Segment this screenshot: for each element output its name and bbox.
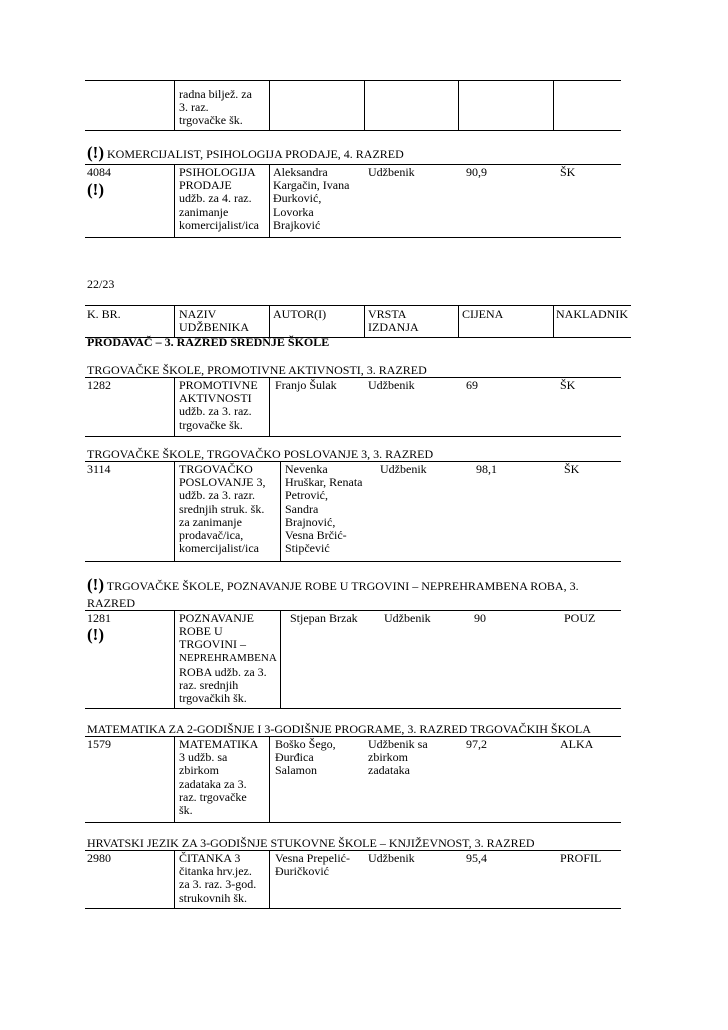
column-header-nakladnik: NAKLADNIK [556, 307, 628, 321]
col-divider [269, 305, 270, 337]
section-heading-hrvatski: HRVATSKI JEZIK ZA 3-GODIŠNJE STUKOVNE ŠKOLE – KNJIŽEVNOST, 3. RAZRED [87, 836, 535, 850]
col-divider [269, 80, 270, 130]
table-cell-naziv: PSIHOLOGIJA PRODAJE udžb. za 4. raz. zanimanje komercijalist/ica [179, 165, 259, 232]
table-cell-cijena: 90,9 [466, 165, 487, 179]
table-cell-vrsta: Udžbenik sa zbirkom zadataka [368, 737, 428, 778]
table-cell-naziv: TRGOVAČKO POSLOVANJE 3, udžb. za 3. razr. srednjih struk. šk. za zanimanje prodavač/ica, komercijalist/ica [179, 462, 266, 556]
table-cell-naziv: ČITANKA 3 čitanka hrv.jez. za 3. raz. 3-god. strukovnih šk. [179, 851, 257, 905]
table-bottom-rule [85, 708, 621, 709]
col-divider [174, 164, 175, 237]
table-cell-nakladnik: ŠK [564, 462, 580, 476]
table-cell-cijena: 98,1 [476, 462, 497, 476]
col-divider [174, 80, 175, 130]
col-divider [458, 80, 459, 130]
table-cell-cijena: 95,4 [466, 851, 487, 865]
column-header-autori: AUTOR(I) [273, 307, 327, 321]
table-cell-kbr: 1579 [87, 737, 111, 751]
column-header-vrsta: VRSTA IZDANJA [368, 307, 419, 335]
table-cell-vrsta: Udžbenik [368, 378, 415, 392]
column-header-cijena: CIJENA [462, 307, 504, 321]
table-bottom-rule [85, 237, 621, 238]
col-divider [269, 850, 270, 908]
table-cell-autori: Vesna Prepelić- Đuričković [275, 851, 350, 879]
table-cell-autori: Aleksandra Kargačin, Ivana Đurković, Lovorka Brajković [273, 165, 350, 232]
table-bottom-rule [85, 561, 621, 562]
table-cell-nakladnik: ŠK [560, 165, 576, 179]
section-heading-text: KOMERCIJALIST, PSIHOLOGIJA PRODAJE, 4. RAZRED [106, 147, 404, 161]
col-divider [280, 461, 281, 561]
table-cell-naziv: PROMOTIVNE AKTIVNOSTI udžb. za 3. raz. trgovačke šk. [179, 378, 258, 432]
table-cell-autori: Franjo Šulak [275, 378, 337, 392]
col-divider [174, 377, 175, 436]
col-divider [364, 305, 365, 337]
col-divider [174, 461, 175, 561]
table-cell-autori: Nevenka Hruškar, Renata Petrović, Sandra Brajnović, Vesna Brčić- Stipčević [285, 462, 363, 556]
table-top-rule [85, 377, 621, 378]
table-cell-autori: Boško Šego, Đurđica Salamon [275, 737, 336, 778]
col-divider [174, 610, 175, 708]
table-cell-naziv: radna bilјež. za 3. raz. trgovačke šk. [179, 87, 252, 128]
column-header-naziv: NAZIV UDŽBENIKA [179, 307, 249, 335]
table-cell-kbr: 2980 [87, 851, 111, 865]
column-header-kbr: K. BR. [87, 307, 121, 321]
important-marker: (!) [87, 143, 104, 162]
table-cell-nakladnik: POUZ [564, 611, 596, 625]
table-top-rule [85, 850, 621, 851]
important-marker: (!) [87, 180, 104, 199]
section-heading-text: TRGOVAČKE ŠKOLE, POZNAVANJE ROBE U TRGOVINI – NEPREHRAMBENA ROBA, 3. [106, 579, 579, 593]
col-divider [269, 736, 270, 822]
table-cell-vrsta: Udžbenik [380, 462, 427, 476]
section-heading-komercijalist [87, 143, 404, 162]
table-cell-naziv: MATEMATIKA 3 udžb. sa zbirkom zadataka za 3. raz. trgovačke šk. [179, 737, 259, 818]
table-cell-nakladnik: PROFIL [560, 851, 602, 865]
col-divider [174, 736, 175, 822]
col-divider [553, 305, 554, 337]
col-divider [269, 164, 270, 237]
table-bottom-rule [85, 130, 621, 131]
important-marker: (!) [87, 625, 104, 644]
section-heading-continued: RAZRED [87, 596, 135, 610]
section-heading-promotivne: TRGOVAČKE ŠKOLE, PROMOTIVNE AKTIVNOSTI, 3. RAZRED [87, 363, 427, 377]
table-top-rule [85, 80, 621, 81]
table-cell-kbr: 4084 [87, 165, 111, 179]
section-heading-poznavanje [87, 575, 579, 594]
table-cell-autori: Stjepan Brzak [290, 611, 358, 625]
col-divider [174, 850, 175, 908]
page-marker: 22/23 [87, 277, 115, 291]
col-divider [458, 305, 459, 337]
table-cell-nakladnik: ŠK [560, 378, 576, 392]
table-cell-naziv-small: NEPREHRAMBENA [179, 652, 277, 664]
table-bottom-rule [85, 822, 621, 823]
table-cell-kbr: 3114 [87, 462, 111, 476]
col-divider [280, 610, 281, 708]
table-bottom-rule [85, 436, 621, 437]
col-divider [553, 80, 554, 130]
col-divider [269, 377, 270, 436]
table-cell-naziv: ROBA udžb. za 3. raz. srednjih trgovačkih šk. [179, 665, 267, 706]
table-top-rule [85, 305, 631, 306]
important-marker: (!) [87, 575, 104, 594]
table-cell-vrsta: Udžbenik [368, 851, 415, 865]
col-divider [364, 80, 365, 130]
section-heading-matematika: MATEMATIKA ZA 2-GODIŠNJE I 3-GODIŠNJE PROGRAME, 3. RAZRED TRGOVAČKIH ŠKOLA [87, 722, 591, 736]
prodavac-heading: PRODAVAČ – 3. RAZRED SREDNJE ŠKOLE [87, 335, 330, 349]
table-bottom-rule [85, 908, 621, 909]
table-cell-vrsta: Udžbenik [384, 611, 431, 625]
table-cell-kbr: 1281 [87, 611, 111, 625]
table-cell-cijena: 69 [466, 378, 478, 392]
table-cell-naziv: POZNAVANJE ROBE U TRGOVINI – [179, 611, 254, 652]
table-cell-kbr: 1282 [87, 378, 111, 392]
table-cell-nakladnik: ALKA [560, 737, 594, 751]
table-top-rule [85, 164, 621, 165]
table-cell-vrsta: Udžbenik [368, 165, 415, 179]
col-divider [174, 305, 175, 337]
table-cell-cijena: 97,2 [466, 737, 487, 751]
table-top-rule [85, 736, 621, 737]
table-top-rule [85, 461, 621, 462]
section-heading-poslovanje: TRGOVAČKE ŠKOLE, TRGOVAČKO POSLOVANJE 3, 3. RAZRED [87, 447, 434, 461]
table-cell-cijena: 90 [474, 611, 486, 625]
